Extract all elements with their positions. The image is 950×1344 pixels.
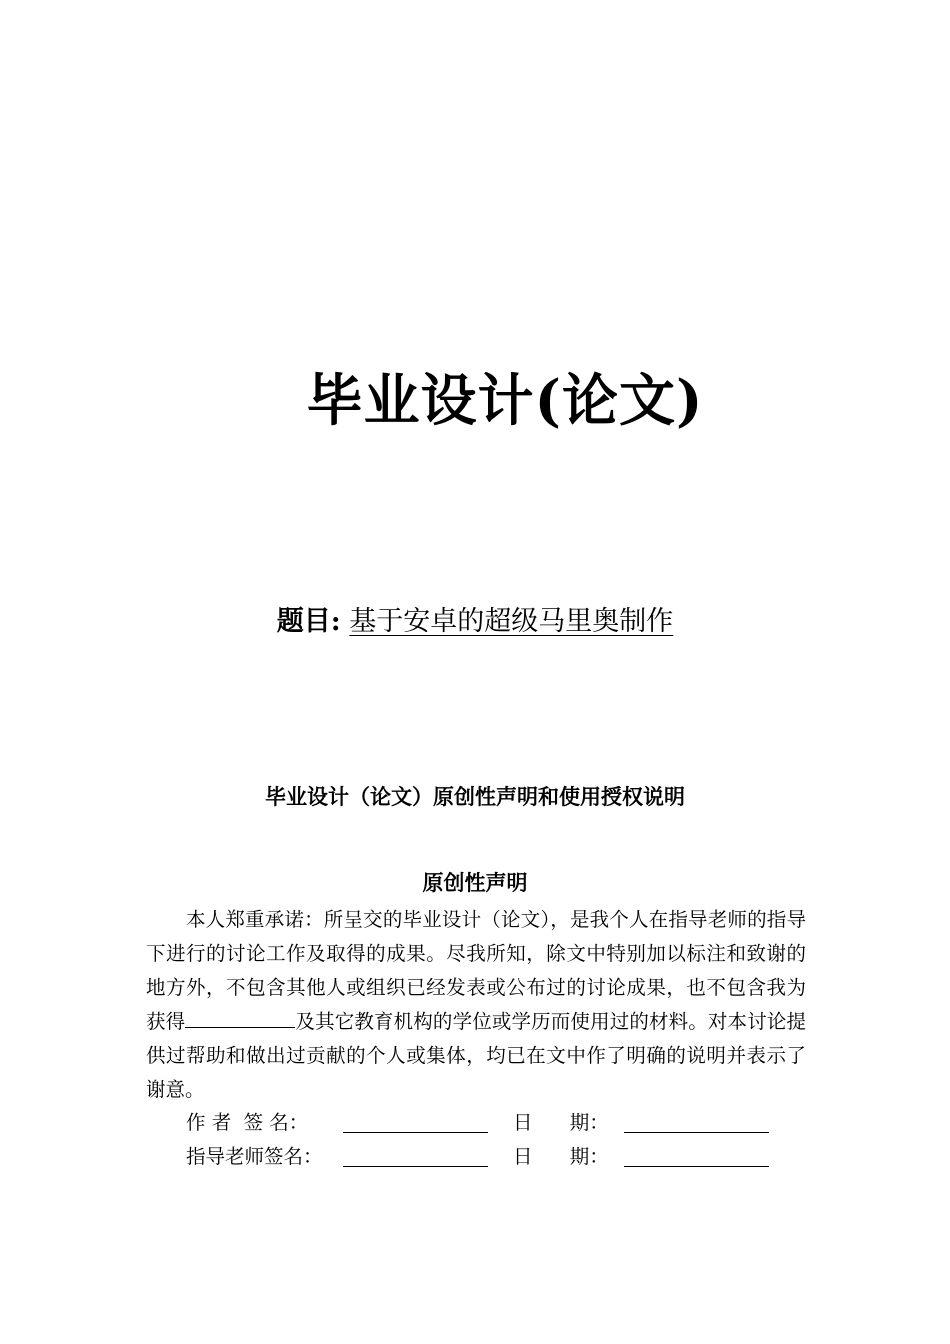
advisor-signature-label: 指导老师签名： [186, 1145, 323, 1168]
author-signature-row [186, 1106, 806, 1140]
advisor-date-label: 日 期： [513, 1145, 609, 1168]
originality-heading: 原创性声明 [422, 871, 528, 895]
author-date-label: 日 期： [513, 1111, 609, 1134]
advisor-signature-row [186, 1140, 806, 1174]
advisor-date-line [624, 1166, 769, 1167]
statement-part-1: 本人郑重承诺：所呈交的毕业设计（论文），是我个人在指导老师的指导下进行的讨论工作及取得的成果。尽我所知，除文中特别加以标注和致谢的地方外，不包含其他人或组织已经发表或公布过的讨论成果，也不包含我为获得 [146, 908, 806, 1033]
originality-statement [146, 903, 806, 1107]
author-date-line [624, 1132, 769, 1133]
topic-line [0, 602, 950, 642]
author-signature-label: 作 者 签 名： [186, 1111, 309, 1134]
statement-part-2: 及其它教育机构的学位或学历而使用过的材料。对本讨论提供过帮助和做出过贡献的个人或集体，均已在文中作了明确的说明并表示了谢意。 [146, 1010, 806, 1101]
institution-blank-line [185, 1007, 295, 1028]
thesis-title: 毕业设计(论文) [306, 368, 704, 434]
advisor-signature-line [343, 1166, 488, 1167]
author-signature-line [343, 1132, 488, 1133]
topic-label: 题目: [276, 606, 341, 637]
declaration-heading: 毕业设计（论文）原创性声明和使用授权说明 [265, 785, 685, 809]
topic-value: 基于安卓的超级马里奥制作 [349, 606, 674, 637]
